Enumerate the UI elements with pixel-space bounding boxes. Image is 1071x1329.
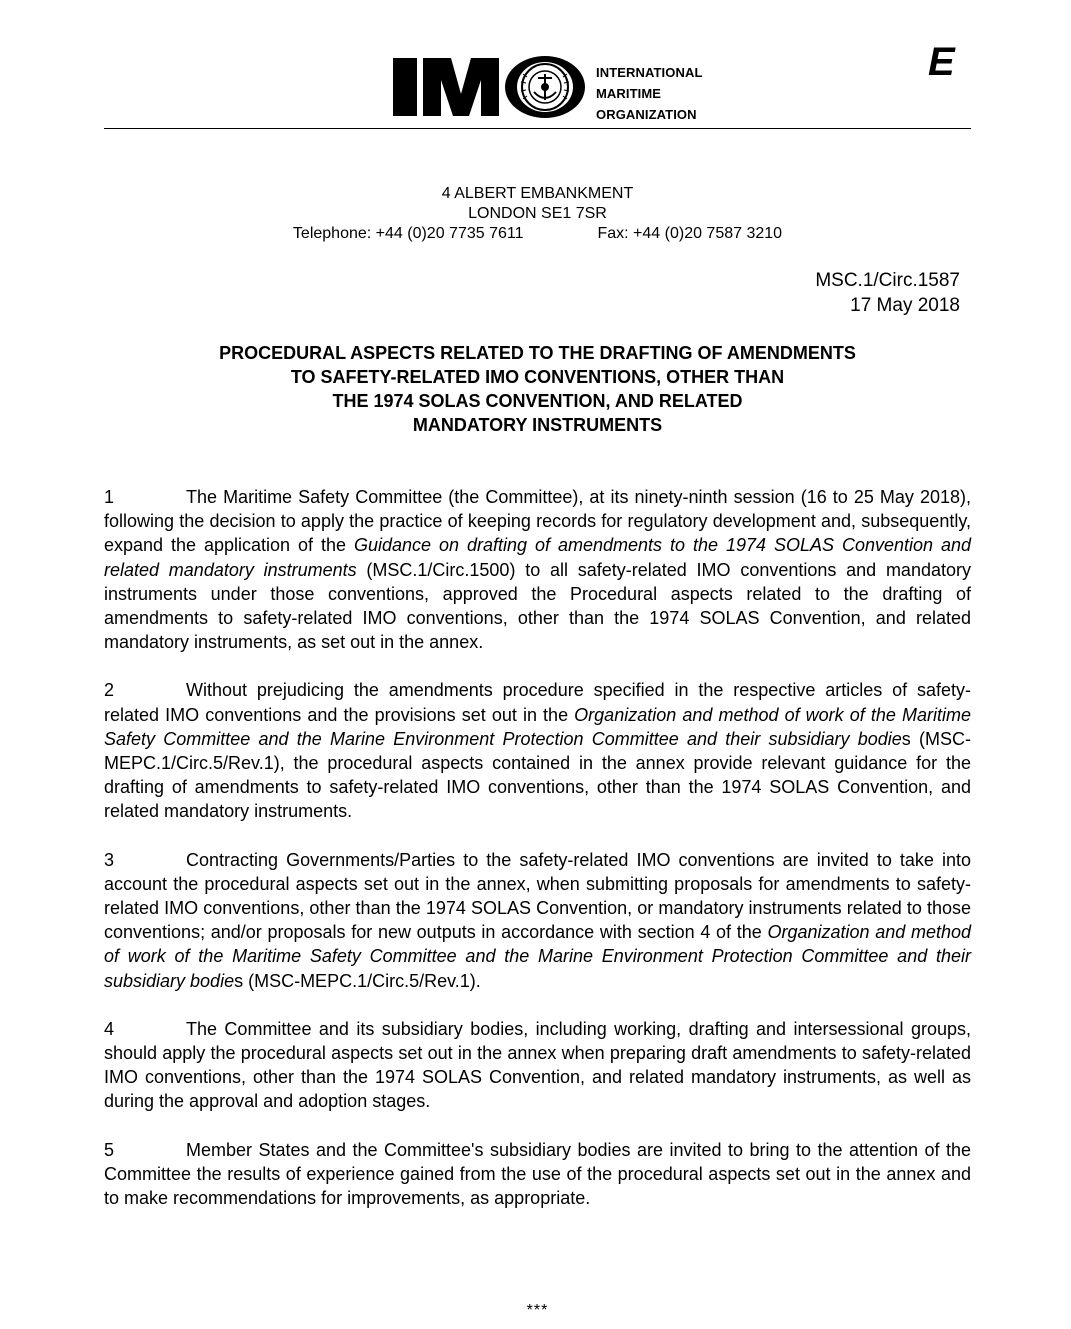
paragraph-text: The Maritime Safety Committee (the Committee), at its ninety-ninth session (16 to 25 May 2018), following the decision to apply the practice of keeping records for regulatory development and, subsequently, expand the application of the: [104, 487, 971, 556]
paragraph-number: 3: [104, 849, 115, 870]
doc-date: 17 May 2018: [850, 295, 960, 316]
paragraph-text: s (MSC-MEPC.1/Circ.5/Rev.1), the procedural aspects contained in the annex provide relevant guidance for the drafting of amendments to safety-related IMO conventions, other than the 1974 SOLAS Convention, and related mandatory instruments.: [104, 728, 971, 822]
paragraph-5: [104, 1138, 971, 1211]
paragraph-3: [104, 848, 971, 993]
title-line: THE 1974 SOLAS CONVENTION, AND RELATED: [332, 391, 743, 411]
document-body: [104, 485, 971, 1234]
document-reference: [700, 268, 960, 318]
org-line: MARITIME: [596, 86, 662, 101]
paragraph-text: Member States and the Committee's subsidiary bodies are invited to bring to the attention of the Committee the results of experience gained from the use of the procedural aspects set out in the annex and to make recommendations for improvements, as appropriate.: [104, 1139, 971, 1209]
paragraph-1: [104, 485, 971, 654]
imo-wordmark-icon: [393, 54, 585, 120]
paragraph-number: 4: [104, 1018, 115, 1039]
paragraph-4: [104, 1017, 971, 1114]
paragraph-italic: Organization and method of work of the Maritime Safety Committee and the Marine Environment Protection Committee and their subsidiary bodie: [104, 922, 971, 991]
document-title: [104, 341, 971, 437]
org-line: ORGANIZATION: [596, 107, 697, 122]
paragraph-italic: Organization and method of work of the Maritime Safety Committee and the Marine Environment Protection Committee and their subsidiary bodie: [104, 704, 971, 749]
paragraph-2: [104, 678, 971, 823]
imo-logo: [393, 54, 723, 120]
doc-number: MSC.1/Circ.1587: [815, 270, 960, 291]
logo-text: IMO: [393, 54, 395, 55]
paragraph-text: (MSC.1/Circ.1500) to all safety-related IMO conventions and mandatory instruments under those conventions, approved the Procedural aspects related to the drafting of amendments to safety-related IMO conventions, other than the 1974 SOLAS Convention, and related mandatory instruments, as set out in the annex.: [104, 559, 971, 653]
telephone: Telephone: +44 (0)20 7735 7611: [292, 225, 524, 242]
header-divider: [104, 128, 971, 129]
paragraph-text: Contracting Governments/Parties to the safety-related IMO conventions are invited to take into account the procedural aspects set out in the annex, when submitting proposals for amendments to safety-related IMO conventions, other than the 1974 SOLAS Convention, or mandatory instruments related to those conventions; and/or proposals for new outputs in accordance with section 4 of the: [104, 849, 971, 943]
language-mark: E: [928, 40, 955, 84]
address-block: [104, 184, 971, 244]
address-line: LONDON SE1 7SR: [468, 205, 607, 222]
contact-row: [104, 224, 971, 244]
title-line: MANDATORY INSTRUMENTS: [412, 415, 663, 435]
title-line: TO SAFETY-RELATED IMO CONVENTIONS, OTHER THAN: [290, 367, 785, 387]
org-line: INTERNATIONAL: [596, 65, 703, 80]
paragraph-text: The Committee and its subsidiary bodies, including working, drafting and intersessional groups, should apply the procedural aspects set out in the annex when preparing draft amendments to safety-related IMO conventions, other than the 1974 SOLAS Convention, and related mandatory instruments, as well as during the approval and adoption stages.: [104, 1018, 971, 1112]
paragraph-number: 5: [104, 1139, 115, 1160]
address-line: 4 ALBERT EMBANKMENT: [441, 185, 634, 202]
paragraph-text: s (MSC-MEPC.1/Circ.5/Rev.1).: [234, 970, 481, 991]
paragraph-number: 2: [104, 680, 115, 701]
paragraph-italic: Guidance on drafting of amendments to the 1974 SOLAS Convention and related mandatory instruments: [104, 535, 972, 580]
paragraph-text: Without prejudicing the amendments procedure specified in the respective articles of safety-related IMO conventions and the provisions set out in the: [104, 680, 971, 725]
end-mark: ***: [526, 1302, 549, 1319]
fax: Fax: +44 (0)20 7587 3210: [597, 225, 783, 242]
organization-name: [596, 62, 703, 125]
paragraph-number: 1: [104, 487, 115, 507]
title-line: PROCEDURAL ASPECTS RELATED TO THE DRAFTING OF AMENDMENTS: [219, 343, 856, 363]
